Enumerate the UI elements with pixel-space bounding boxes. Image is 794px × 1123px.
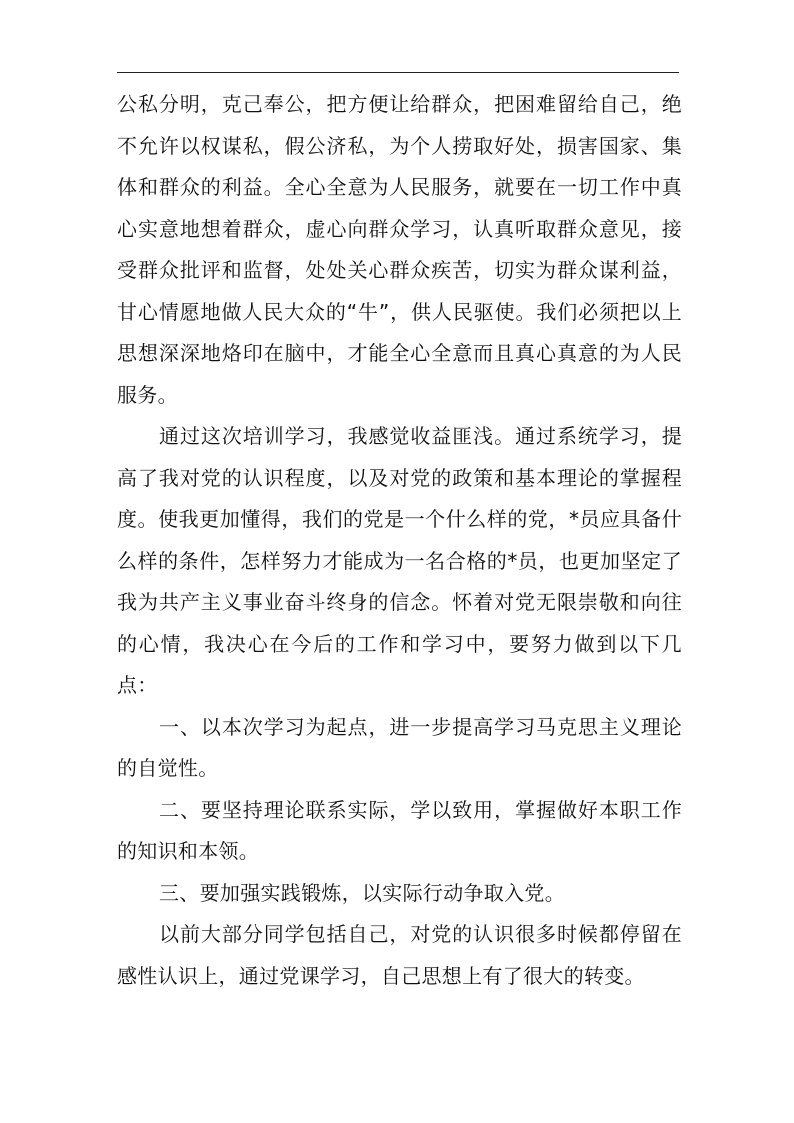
- paragraph-3: 一、以本次学习为起点，进一步提高学习马克思主义理论的自觉性。: [117, 714, 682, 780]
- header-rule: [117, 72, 679, 73]
- paragraph-6: 以前大部分同学包括自己，对党的认识很多时候都停留在感性认识上，通过党课学习，自己思想上有了很大的转变。: [117, 922, 682, 988]
- document-body: [117, 84, 682, 997]
- paragraph-2: 通过这次培训学习，我感觉收益匪浅。通过系统学习，提高了我对党的认识程度，以及对党的政策和基本理论的掌握程度。使我更加懂得，我们的党是一个什么样的党，*员应具备什么样的条件，怎样努力才能成为一名合格的*员，也更加坚定了我为共产主义事业奋斗终身的信念。怀着对党无限崇敬和向往的心情，我决心在今后的工作和学习中，要努力做到以下几点：: [117, 424, 682, 697]
- paragraph-4: 二、要坚持理论联系实际，学以致用，掌握做好本职工作的知识和本领。: [117, 797, 682, 863]
- paragraph-1: 公私分明，克己奉公，把方便让给群众，把困难留给自己，绝不允许以权谋私，假公济私，为个人捞取好处，损害国家、集体和群众的利益。全心全意为人民服务，就要在一切工作中真心实意地想着群众，虚心向群众学习，认真听取群众意见，接受群众批评和监督，处处关心群众疾苦，切实为群众谋利益，甘心情愿地做人民大众的“牛”，供人民驱使。我们必须把以上思想深深地烙印在脑中，才能全心全意而且真心真意的为人民服务。: [117, 92, 682, 407]
- paragraph-5: 三、要加强实践锻炼，以实际行动争取入党。: [159, 880, 565, 905]
